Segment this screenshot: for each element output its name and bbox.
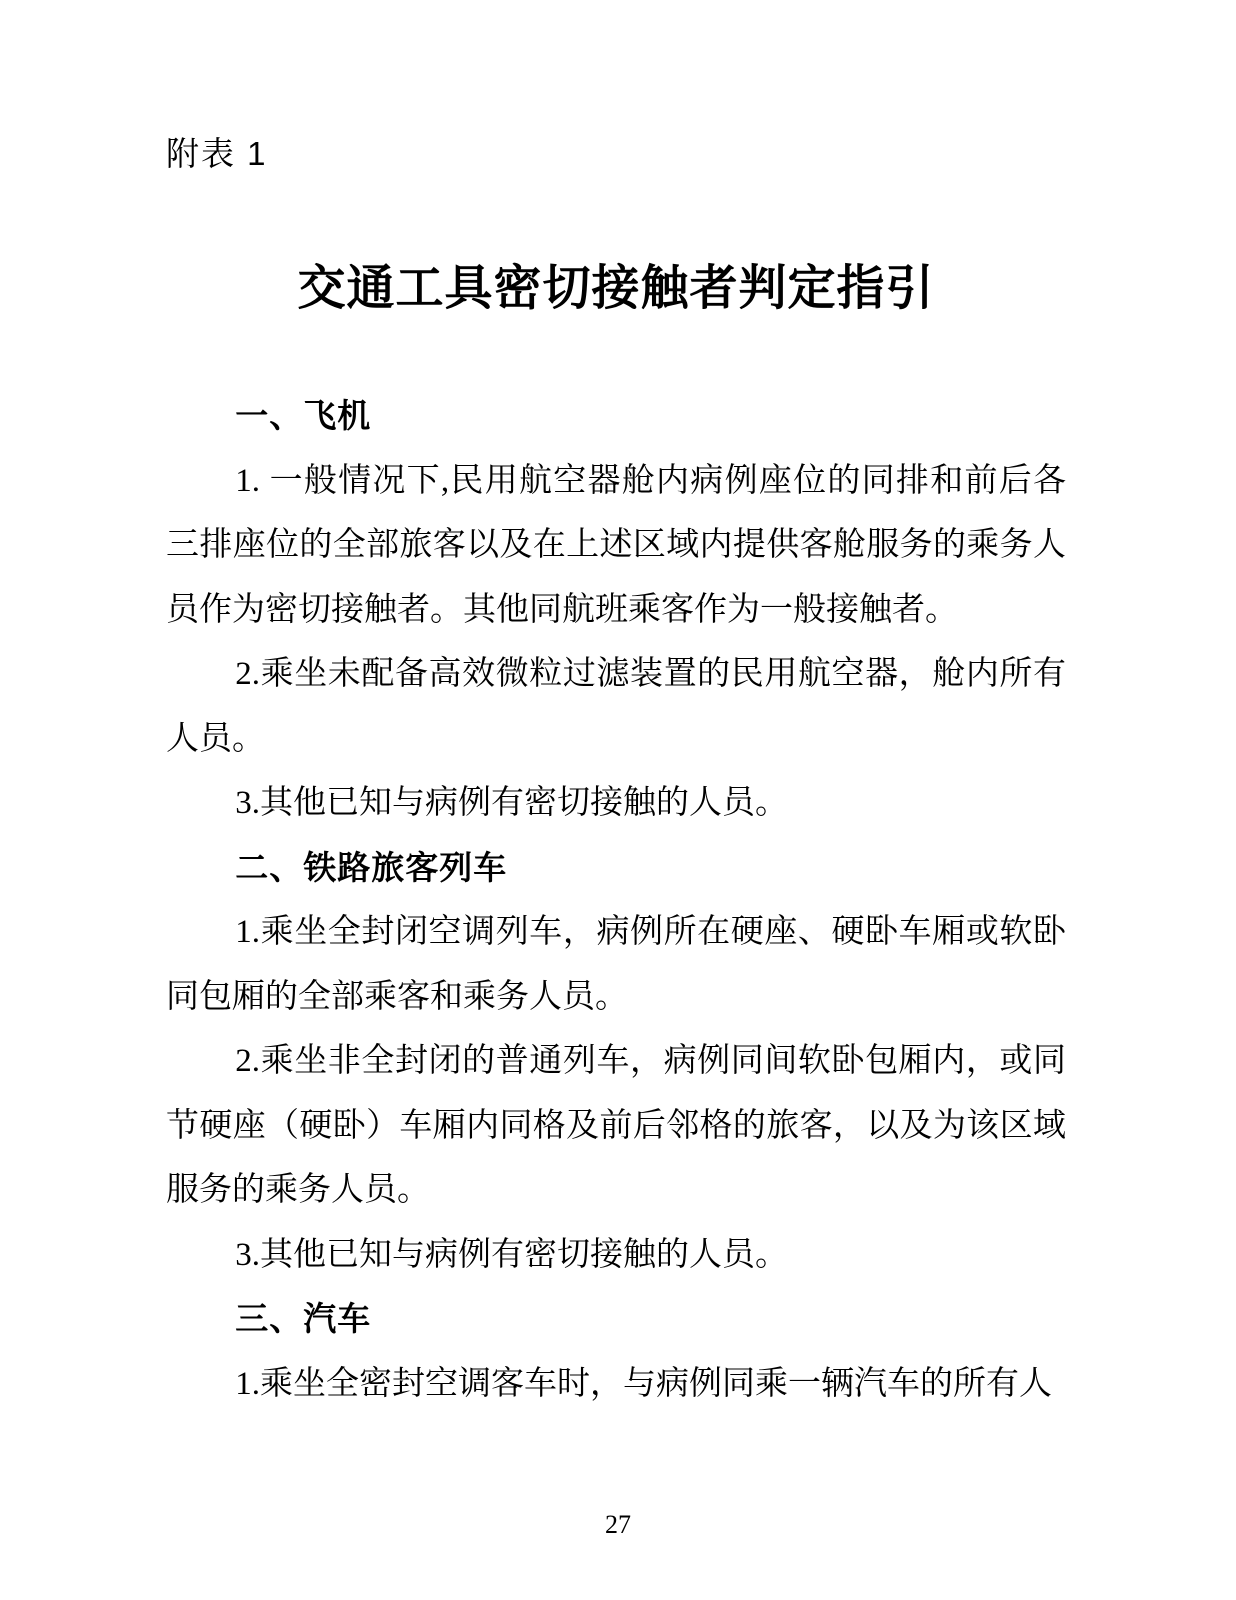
section-heading-railway: 二、铁路旅客列车 <box>235 848 508 886</box>
paragraph-railway-3: 3.其他已知与病例有密切接触的人员。 <box>235 1236 789 1273</box>
paragraph-railway-2: 2.乘坐非全封闭的普通列车，病例同间软卧包厢内，或同节硬座（硬卧）车厢内同格及前后邻格的旅客，以及为该区域服务的乘务人员。 <box>166 1043 1066 1208</box>
paragraph-railway-1: 1.乘坐全封闭空调列车，病例所在硬座、硬卧车厢或软卧同包厢的全部乘客和乘务人员。 <box>166 914 1066 1015</box>
document-body <box>166 384 1066 1416</box>
page-footer <box>0 1510 1236 1540</box>
appendix-label: 附表 1 <box>166 135 268 172</box>
page-title: 交通工具密切接触者判定指引 <box>297 262 935 315</box>
paragraph-automobile-1: 1.乘坐全密封空调客车时，与病例同乘一辆汽车的所有人 <box>235 1365 1053 1402</box>
section-heading-airplane: 一、飞机 <box>235 397 372 434</box>
paragraph-airplane-2: 2.乘坐未配备高效微粒过滤装置的民用航空器，舱内所有人员。 <box>166 656 1066 757</box>
paragraph-airplane-1: 1. 一般情况下,民用航空器舱内病例座位的同排和前后各三排座位的全部旅客以及在上述区域内提供客舱服务的乘务人员作为密切接触者。其他同航班乘客作为一般接触者。 <box>166 462 1066 628</box>
page-number: 27 <box>605 1510 631 1539</box>
paragraph-airplane-3: 3.其他已知与病例有密切接触的人员。 <box>235 785 789 821</box>
section-heading-automobile: 三、汽车 <box>235 1300 372 1337</box>
